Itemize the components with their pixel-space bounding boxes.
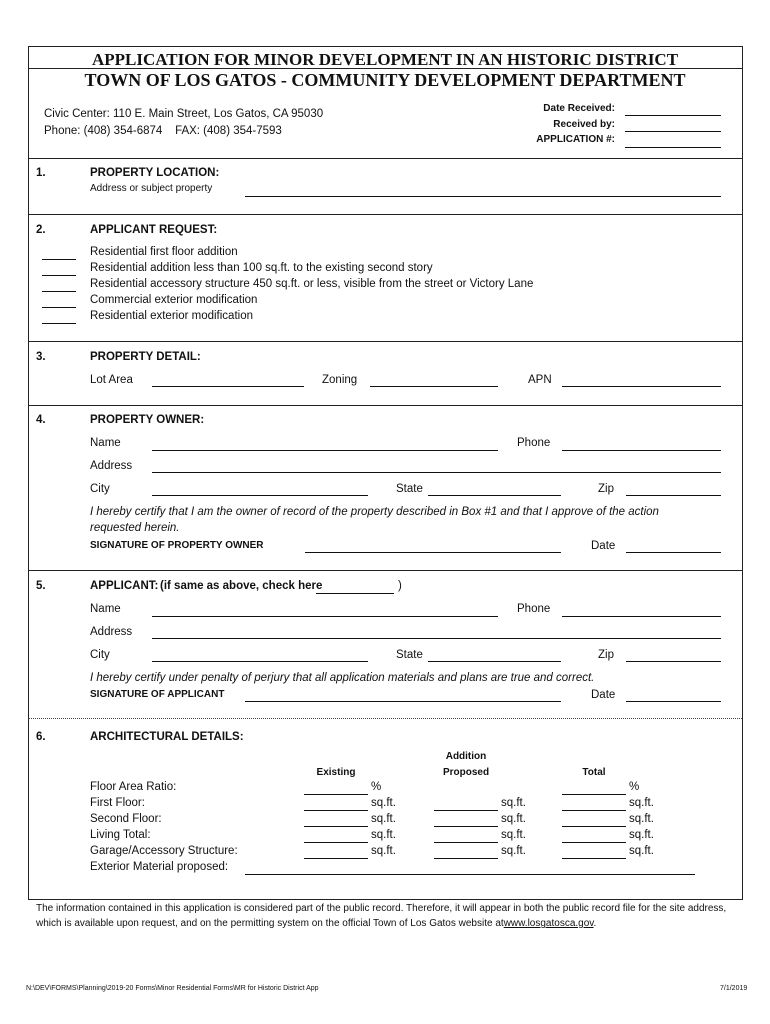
same-as-above-suffix: ) xyxy=(398,580,402,592)
col-addition-line2: Proposed xyxy=(442,767,490,778)
section6-title: ARCHITECTURAL DETAILS: xyxy=(90,731,244,743)
first-floor-existing-field[interactable] xyxy=(304,810,368,811)
section1-number: 1. xyxy=(36,167,46,179)
far-existing-unit: % xyxy=(371,781,382,793)
file-path: N:\DEV\FORMS\Planning\2019-20 Forms\Minor Residential Forms\MR for Historic District App xyxy=(26,985,319,992)
section3-title: PROPERTY DETAIL: xyxy=(90,351,201,363)
living-total-existing-field[interactable] xyxy=(304,842,368,843)
living-total-proposed-field[interactable] xyxy=(434,842,498,843)
applicant-state-label: State xyxy=(396,649,423,661)
divider-3 xyxy=(28,341,742,342)
garage-existing-field[interactable] xyxy=(304,858,368,859)
request-option-5: Residential exterior modification xyxy=(90,310,253,322)
living-total-label: Living Total: xyxy=(90,829,151,841)
far-label: Floor Area Ratio: xyxy=(90,781,177,793)
civic-center-address: Civic Center: 110 E. Main Street, Los Gatos, CA 95030 xyxy=(44,108,324,120)
zoning-label: Zoning xyxy=(322,374,358,386)
applicant-signature-label: SIGNATURE OF APPLICANT xyxy=(90,689,225,700)
title-divider xyxy=(28,68,742,69)
request-option-4: Commercial exterior modification xyxy=(90,294,258,306)
second-floor-total-field[interactable] xyxy=(562,826,626,827)
owner-name-field[interactable] xyxy=(152,450,498,451)
exterior-material-field[interactable] xyxy=(245,874,695,875)
request-option-3: Residential accessory structure 450 sq.ft. or less, visible from the street or Victory Lane xyxy=(90,278,534,290)
divider-6 xyxy=(28,718,742,719)
living-total-total-unit: sq.ft. xyxy=(629,829,654,841)
garage-existing-unit: sq.ft. xyxy=(371,845,396,857)
living-total-existing-unit: sq.ft. xyxy=(371,829,396,841)
garage-label: Garage/Accessory Structure: xyxy=(90,845,238,857)
zoning-field[interactable] xyxy=(370,386,498,387)
owner-state-field[interactable] xyxy=(428,495,561,496)
phone-fax: Phone: (408) 354-6874 FAX: (408) 354-7593 xyxy=(44,125,282,137)
same-as-above-prefix: (if same as above, check here xyxy=(160,580,323,592)
divider-4 xyxy=(28,405,742,406)
same-as-above-checkbox[interactable] xyxy=(316,593,394,594)
request-option-1: Residential first floor addition xyxy=(90,246,238,258)
property-address-label: Address or subject property xyxy=(90,183,213,194)
public-record-notice-line1: The information contained in this application is considered part of the public record. Therefore, it will appear in both the public record file for the site address, xyxy=(36,903,727,914)
section6-number: 6. xyxy=(36,731,46,743)
section4-title: PROPERTY OWNER: xyxy=(90,414,205,426)
first-floor-label: First Floor: xyxy=(90,797,145,809)
living-total-proposed-unit: sq.ft. xyxy=(501,829,526,841)
request-option-2: Residential addition less than 100 sq.ft. to the existing second story xyxy=(90,262,433,274)
garage-proposed-field[interactable] xyxy=(434,858,498,859)
owner-signature-label: SIGNATURE OF PROPERTY OWNER xyxy=(90,540,264,551)
department-title: TOWN OF LOS GATOS - COMMUNITY DEVELOPMENT DEPARTMENT xyxy=(84,70,686,90)
apn-field[interactable] xyxy=(562,386,721,387)
applicant-name-label: Name xyxy=(90,603,121,615)
date-received-field[interactable] xyxy=(625,115,721,116)
lot-area-field[interactable] xyxy=(152,386,304,387)
first-floor-existing-unit: sq.ft. xyxy=(371,797,396,809)
website-link[interactable]: www.losgatosca.gov xyxy=(503,918,594,929)
owner-address-label: Address xyxy=(90,460,133,472)
garage-total-unit: sq.ft. xyxy=(629,845,654,857)
far-total-field[interactable] xyxy=(562,794,626,795)
owner-certification-line2: requested herein. xyxy=(90,522,180,534)
second-floor-label: Second Floor: xyxy=(90,813,162,825)
far-existing-field[interactable] xyxy=(304,794,368,795)
applicant-zip-label: Zip xyxy=(598,649,614,661)
owner-zip-field[interactable] xyxy=(626,495,721,496)
apn-label: APN xyxy=(528,374,552,386)
first-floor-total-field[interactable] xyxy=(562,810,626,811)
owner-address-field[interactable] xyxy=(152,472,721,473)
public-record-notice-text: which is available upon request, and on the permitting system on the official Town of Los Gatos website at xyxy=(36,918,504,929)
applicant-address-label: Address xyxy=(90,626,133,638)
col-existing: Existing xyxy=(316,767,356,778)
second-floor-total-unit: sq.ft. xyxy=(629,813,654,825)
request-checkbox-4[interactable] xyxy=(42,307,76,308)
applicant-signature-field[interactable] xyxy=(245,701,561,702)
request-checkbox-5[interactable] xyxy=(42,323,76,324)
divider-5 xyxy=(28,570,742,571)
received-by-label: Received by: xyxy=(553,119,615,130)
section5-number: 5. xyxy=(36,580,46,592)
applicant-state-field[interactable] xyxy=(428,661,561,662)
lot-area-label: Lot Area xyxy=(90,374,133,386)
section2-title: APPLICANT REQUEST: xyxy=(90,224,218,236)
applicant-phone-field[interactable] xyxy=(562,616,721,617)
section2-number: 2. xyxy=(36,224,46,236)
owner-city-field[interactable] xyxy=(152,495,368,496)
section1-title: PROPERTY LOCATION: xyxy=(90,167,220,179)
applicant-city-field[interactable] xyxy=(152,661,368,662)
living-total-total-field[interactable] xyxy=(562,842,626,843)
notice-period: . xyxy=(593,918,597,929)
request-checkbox-3[interactable] xyxy=(42,291,76,292)
applicant-zip-field[interactable] xyxy=(626,661,721,662)
second-floor-existing-unit: sq.ft. xyxy=(371,813,396,825)
divider-2 xyxy=(28,214,742,215)
owner-state-label: State xyxy=(396,483,423,495)
owner-name-label: Name xyxy=(90,437,121,449)
first-floor-total-unit: sq.ft. xyxy=(629,797,654,809)
request-checkbox-2[interactable] xyxy=(42,275,76,276)
first-floor-proposed-field[interactable] xyxy=(434,810,498,811)
owner-zip-label: Zip xyxy=(598,483,614,495)
exterior-material-label: Exterior Material proposed: xyxy=(90,861,229,873)
application-number-field[interactable] xyxy=(625,147,721,148)
applicant-city-label: City xyxy=(90,649,110,661)
owner-date-field[interactable] xyxy=(626,552,721,553)
col-addition-line1: Addition xyxy=(445,751,487,762)
second-floor-proposed-field[interactable] xyxy=(434,826,498,827)
applicant-certification: I hereby certify under penalty of perjury that all application materials and plans are true and correct. xyxy=(90,672,595,684)
form-title: APPLICATION FOR MINOR DEVELOPMENT IN AN HISTORIC DISTRICT xyxy=(91,50,679,69)
section3-number: 3. xyxy=(36,351,46,363)
applicant-name-field[interactable] xyxy=(152,616,498,617)
owner-signature-field[interactable] xyxy=(305,552,561,553)
applicant-date-label: Date xyxy=(591,689,616,701)
applicant-date-field[interactable] xyxy=(626,701,721,702)
second-floor-proposed-unit: sq.ft. xyxy=(501,813,526,825)
owner-city-label: City xyxy=(90,483,110,495)
owner-phone-field[interactable] xyxy=(562,450,721,451)
property-address-field[interactable] xyxy=(245,196,721,197)
divider-1 xyxy=(28,158,742,159)
first-floor-proposed-unit: sq.ft. xyxy=(501,797,526,809)
application-number-label: APPLICATION #: xyxy=(536,134,615,145)
date-received-label: Date Received: xyxy=(543,103,615,114)
owner-date-label: Date xyxy=(591,540,616,552)
garage-proposed-unit: sq.ft. xyxy=(501,845,526,857)
request-checkbox-1[interactable] xyxy=(42,259,76,260)
applicant-phone-label: Phone xyxy=(517,603,551,615)
owner-phone-label: Phone xyxy=(517,437,551,449)
revision-date: 7/1/2019 xyxy=(720,985,748,992)
applicant-address-field[interactable] xyxy=(152,638,721,639)
garage-total-field[interactable] xyxy=(562,858,626,859)
second-floor-existing-field[interactable] xyxy=(304,826,368,827)
section5-title: APPLICANT: xyxy=(90,580,159,592)
owner-certification-line1: I hereby certify that I am the owner of record of the property described in Box #1 and that I approve of the action xyxy=(90,506,659,518)
received-by-field[interactable] xyxy=(625,131,721,132)
public-record-notice-line2 xyxy=(36,918,596,929)
col-total: Total xyxy=(582,767,606,778)
same-as-above-text xyxy=(160,580,322,592)
far-total-unit: % xyxy=(629,781,640,793)
section4-number: 4. xyxy=(36,414,46,426)
